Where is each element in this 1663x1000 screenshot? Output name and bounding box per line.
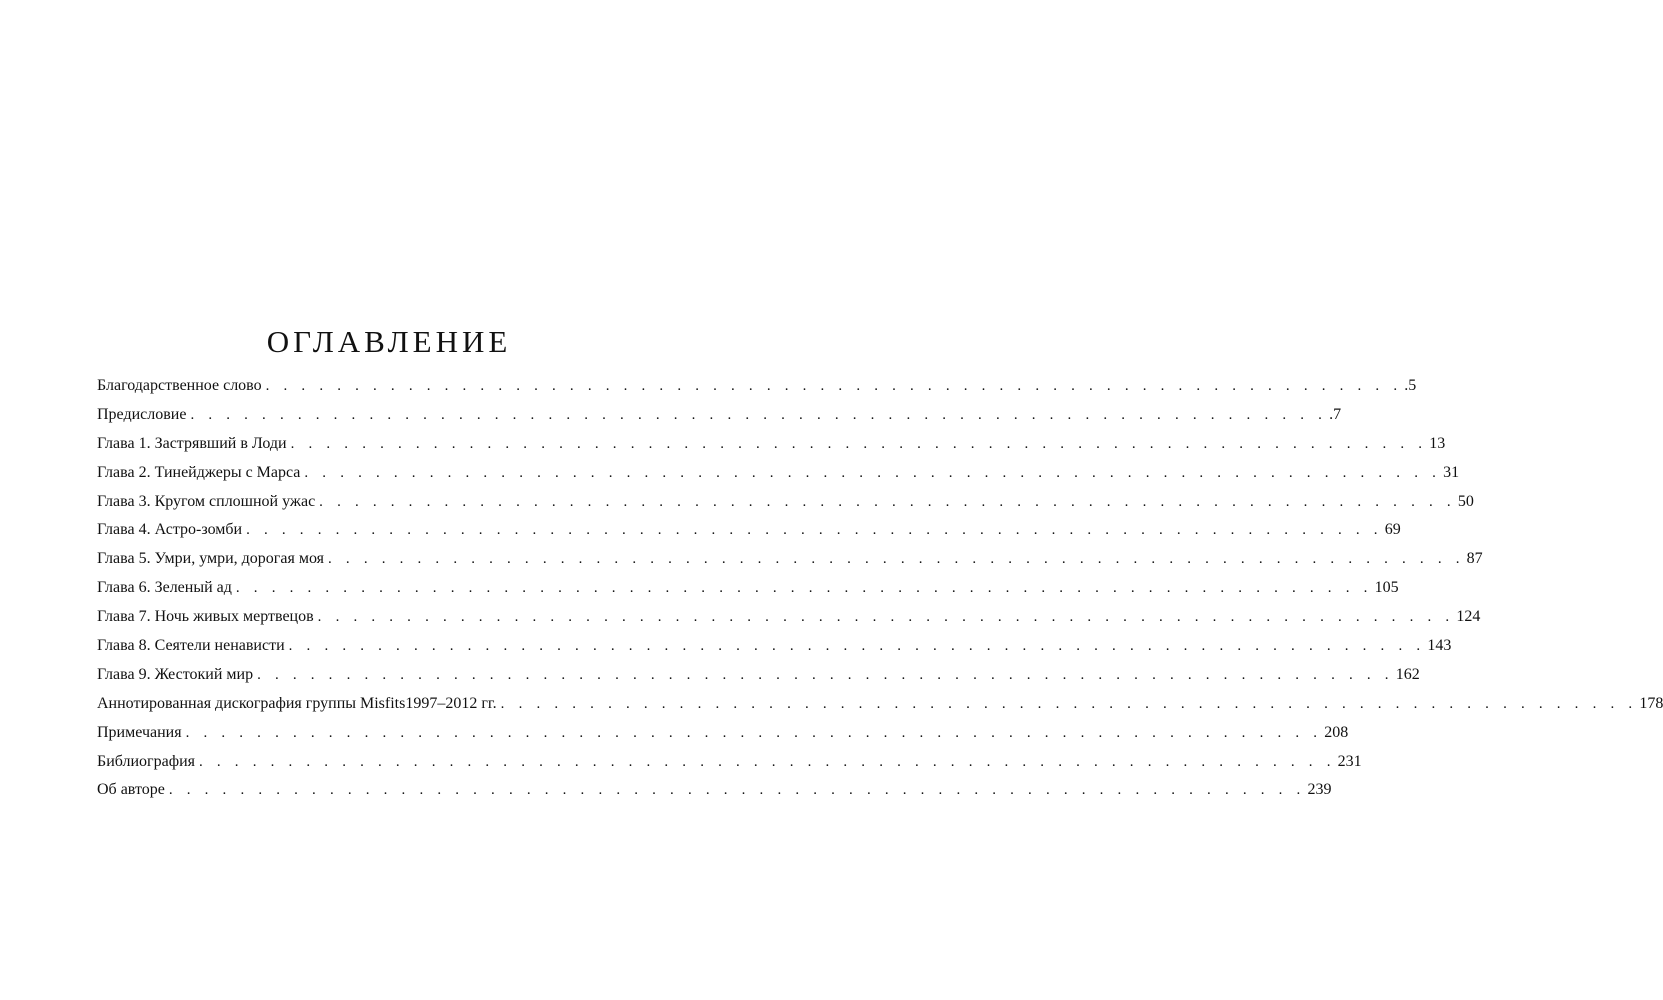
page-title: ОГЛАВЛЕНИЕ [266, 324, 512, 359]
toc-entry-page: 239 [1307, 781, 1332, 799]
dot-leader: . . . . . . . . . . . . . . . . . . . . . . . . . . . . . . . . . . . . . . . . . . . . . . . . . . . . . . . . . . . . . . . . [288, 638, 1426, 655]
toc-entry-page: 87 [1466, 550, 1483, 568]
toc-entry [97, 661, 1420, 690]
toc-entry-title: Глава 2. Тинейджеры с Марса [97, 463, 301, 481]
toc-entry-page: .7 [1329, 405, 1342, 423]
toc-entry-page: 162 [1395, 665, 1420, 683]
dot-leader: . . . . . . . . . . . . . . . . . . . . . . . . . . . . . . . . . . . . . . . . . . . . . . . . . . . . . . . . . . . . . . . . [185, 724, 1323, 741]
toc-entry-title: Благодарственное слово [97, 377, 262, 394]
toc-entry-title: Глава 8. Сеятели ненависти [97, 637, 285, 655]
toc-entry-title: Глава 4. Астро-зомби [97, 521, 243, 539]
toc-entry [97, 748, 1362, 777]
toc-entry-page: 208 [1324, 723, 1349, 741]
toc-entry-page: 178 [1639, 694, 1663, 712]
toc-entry [97, 574, 1399, 603]
toc-entry-page: 69 [1384, 521, 1401, 539]
toc-entry-page: 13 [1429, 434, 1446, 452]
dot-leader: . . . . . . . . . . . . . . . . . . . . . . . . . . . . . . . . . . . . . . . . . . . . . . . . . . . . . . . . . . . . . . . . [190, 406, 1328, 423]
toc-entry-page: .5 [1404, 377, 1417, 394]
dot-leader: . . . . . . . . . . . . . . . . . . . . . . . . . . . . . . . . . . . . . . . . . . . . . . . . . . . . . . . . . . . . . . . . [304, 464, 1442, 481]
toc-entry-title: Аннотированная дискография группы Misfits1997–2012 гг. [97, 694, 497, 712]
toc-entry-title: Глава 6. Зеленый ад [97, 579, 232, 597]
toc-entry [97, 516, 1401, 545]
toc-entry [97, 719, 1349, 748]
toc-entry-title: Предисловие [97, 405, 187, 423]
toc-entry-title: Библиография [97, 752, 195, 770]
toc-entry-page: 143 [1427, 637, 1452, 655]
toc-entry-title: Глава 3. Кругом сплошной ужас [97, 492, 316, 510]
table-of-contents [97, 372, 1663, 805]
dot-leader: . . . . . . . . . . . . . . . . . . . . . . . . . . . . . . . . . . . . . . . . . . . . . . . . . . . . . . . . . . . . . . . . [265, 378, 1403, 394]
dot-leader: . . . . . . . . . . . . . . . . . . . . . . . . . . . . . . . . . . . . . . . . . . . . . . . . . . . . . . . . . . . . . . . . [235, 580, 1373, 597]
toc-entry-title: Глава 1. Застрявший в Лоди [97, 434, 287, 452]
toc-entry [97, 776, 1332, 805]
dot-leader: . . . . . . . . . . . . . . . . . . . . . . . . . . . . . . . . . . . . . . . . . . . . . . . . . . . . . . . . . . . . . . . . [328, 551, 1465, 568]
toc-entry-page: 231 [1337, 752, 1362, 770]
toc-entry-title: Глава 9. Жестокий мир [97, 665, 254, 683]
toc-entry-page: 124 [1456, 608, 1481, 626]
toc-entry [97, 430, 1446, 459]
dot-leader: . . . . . . . . . . . . . . . . . . . . . . . . . . . . . . . . . . . . . . . . . . . . . . . . . . . . . . . . . . . . . . . . [319, 493, 1456, 510]
toc-entry-title: Глава 7. Ночь живых мертвецов [97, 608, 314, 626]
toc-entry-page: 31 [1443, 463, 1460, 481]
toc-entry-page: 105 [1374, 579, 1399, 597]
toc-entry-title: Об авторе [97, 781, 165, 799]
dot-leader: . . . . . . . . . . . . . . . . . . . . . . . . . . . . . . . . . . . . . . . . . . . . . . . . . . . . . . . . . . . . . . . . [290, 435, 1428, 452]
toc-entry-page: 50 [1457, 492, 1474, 510]
toc-entry [97, 401, 1342, 430]
dot-leader: . . . . . . . . . . . . . . . . . . . . . . . . . . . . . . . . . . . . . . . . . . . . . . . . . . . . . . . . . . . . . . . . [500, 695, 1638, 712]
toc-entry [97, 372, 1417, 401]
dot-leader: . . . . . . . . . . . . . . . . . . . . . . . . . . . . . . . . . . . . . . . . . . . . . . . . . . . . . . . . . . . . . . . . [199, 753, 1336, 770]
toc-entry [97, 632, 1452, 661]
dot-leader: . . . . . . . . . . . . . . . . . . . . . . . . . . . . . . . . . . . . . . . . . . . . . . . . . . . . . . . . . . . . . . . . [257, 666, 1394, 683]
toc-entry [97, 545, 1483, 574]
dot-leader: . . . . . . . . . . . . . . . . . . . . . . . . . . . . . . . . . . . . . . . . . . . . . . . . . . . . . . . . . . . . . . . . [168, 782, 1306, 799]
toc-entry [97, 459, 1460, 488]
toc-entry-title: Примечания [97, 723, 182, 741]
toc-entry-title: Глава 5. Умри, умри, дорогая моя [97, 550, 325, 568]
dot-leader: . . . . . . . . . . . . . . . . . . . . . . . . . . . . . . . . . . . . . . . . . . . . . . . . . . . . . . . . . . . . . . . . [317, 609, 1455, 626]
dot-leader: . . . . . . . . . . . . . . . . . . . . . . . . . . . . . . . . . . . . . . . . . . . . . . . . . . . . . . . . . . . . . . . . [246, 522, 1383, 539]
toc-entry [97, 603, 1481, 632]
toc-entry [97, 690, 1663, 719]
toc-entry [97, 488, 1474, 517]
